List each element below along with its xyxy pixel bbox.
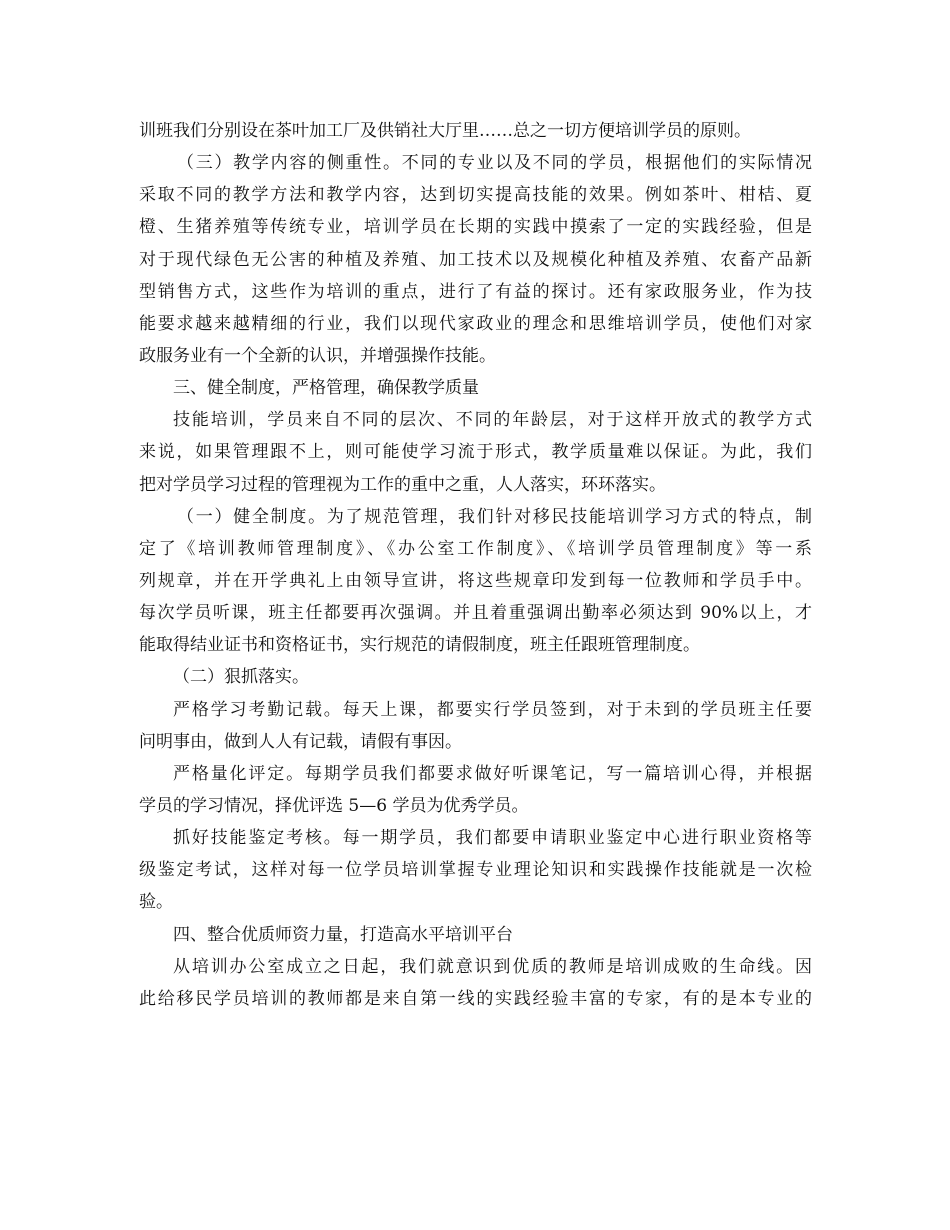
subsection-heading: （二）狠抓落实。 [173, 667, 309, 688]
text-line: 验。 [139, 892, 173, 913]
text-line: （一）健全制度。为了规范管理，我们针对移民技能培训学习方式的特点，制 [177, 506, 812, 527]
text-line: 能取得结业证书和资格证书，实行规范的请假制度，班主任跟班管理制度。 [139, 635, 700, 656]
text-line: 能要求越来越精细的行业，我们以现代家政业的理念和思维培训学员，使他们对家 [139, 313, 812, 334]
text-line: 从培训办公室成立之日起，我们就意识到优质的教师是培训成败的生命线。因 [173, 956, 812, 977]
text-line: 橙、生猪养殖等传统专业，培训学员在长期的实践中摸索了一定的实践经验，但是 [139, 217, 812, 238]
text-line: 严格量化评定。每期学员我们都要求做好听课笔记，写一篇培训心得，并根据 [173, 763, 812, 784]
text-line: 严格学习考勤记载。每天上课，都要实行学员签到，对于未到的学员班主任要 [173, 699, 812, 720]
text-line: 学员的学习情况，择优评选 5—6 学员为优秀学员。 [139, 795, 529, 816]
text-line: 来说，如果管理跟不上，则可能使学习流于形式，教学质量难以保证。为此，我们 [139, 442, 812, 463]
text-line: 技能培训，学员来自不同的层次、不同的年龄层，对于这样开放式的教学方式 [173, 410, 812, 431]
text-line: 政服务业有一个全新的认识，并增强操作技能。 [139, 345, 496, 366]
document-body [139, 115, 812, 1015]
text-line: 对于现代绿色无公害的种植及养殖、加工技术以及规模化种植及养殖、农畜产品新 [139, 249, 812, 270]
text-line: 型销售方式，这些作为培训的重点，进行了有益的探讨。还有家政服务业，作为技 [139, 281, 812, 302]
text-line: 每次学员听课，班主任都要再次强调。并且着重强调出勤率必须达到 90%以上，才 [139, 603, 812, 624]
section-heading: 三、健全制度，严格管理，确保教学质量 [173, 378, 479, 399]
text-line: 训班我们分别设在茶叶加工厂及供销社大厅里……总之一切方便培训学员的原则。 [139, 121, 751, 141]
text-line: 把对学员学习过程的管理视为工作的重中之重，人人落实，环环落实。 [139, 474, 666, 495]
text-line: 列规章，并在开学典礼上由领导宣讲，将这些规章印发到每一位教师和学员手中。 [139, 570, 812, 591]
text-line: 采取不同的教学方法和教学内容，达到切实提高技能的效果。例如茶叶、柑桔、夏 [139, 185, 812, 206]
text-line: 级鉴定考试，这样对每一位学员培训掌握专业理论知识和实践操作技能就是一次检 [139, 860, 812, 881]
text-line: 此给移民学员培训的教师都是来自第一线的实践经验丰富的专家，有的是本专业的 [139, 988, 812, 1009]
section-heading: 四、整合优质师资力量，打造高水平培训平台 [173, 924, 513, 945]
text-line: （三）教学内容的侧重性。不同的专业以及不同的学员，根据他们的实际情况 [177, 153, 812, 174]
text-line: 问明事由，做到人人有记载，请假有事因。 [139, 731, 462, 752]
text-line: 定了《培训教师管理制度》、《办公室工作制度》、《培训学员管理制度》等一系 [139, 538, 812, 559]
text-line: 抓好技能鉴定考核。每一期学员，我们都要申请职业鉴定中心进行职业资格等 [173, 828, 812, 849]
